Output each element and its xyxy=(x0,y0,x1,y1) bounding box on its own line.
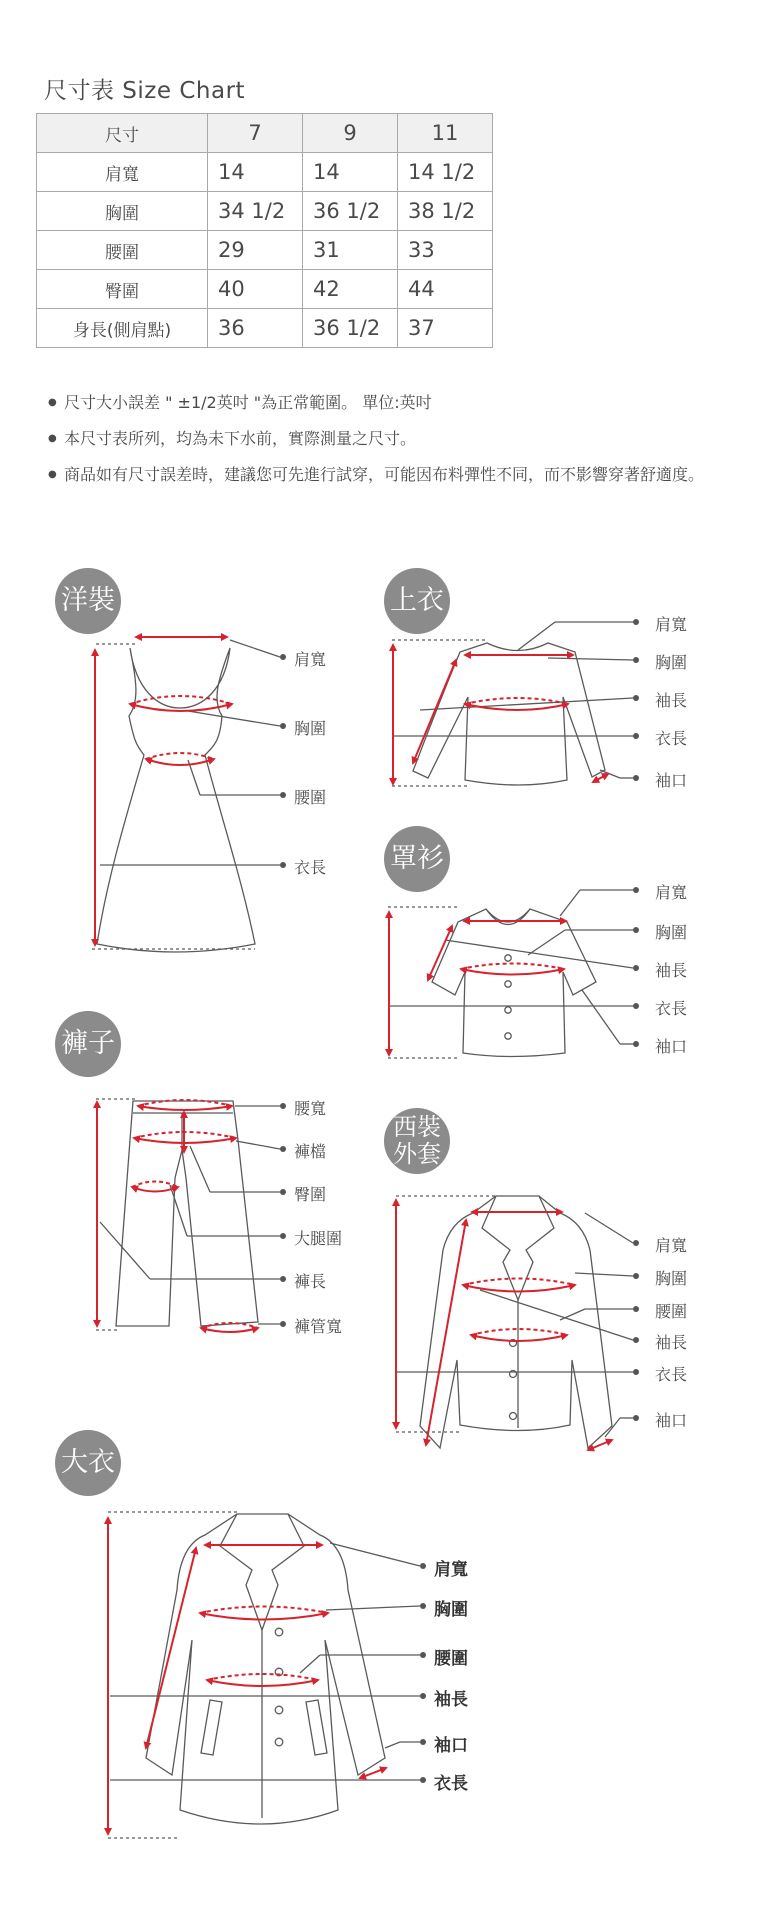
pants-diagram xyxy=(96,1099,286,1332)
top-diagram xyxy=(392,619,639,786)
pants-outline xyxy=(116,1101,258,1326)
suit-diagram xyxy=(396,1196,639,1450)
top-label-length: 衣長 xyxy=(655,729,688,748)
blouse-label-cuff: 袖口 xyxy=(655,1037,688,1056)
header-cell: 11 xyxy=(398,114,493,153)
suit-label-shoulder: 肩寬 xyxy=(655,1236,688,1255)
table-cell: 37 xyxy=(398,309,493,348)
blouse-label-sleeve: 袖長 xyxy=(655,961,688,980)
suit-label-length: 衣長 xyxy=(655,1365,688,1384)
blouse-badge: 罩衫 xyxy=(384,826,450,892)
table-cell: 36 xyxy=(208,309,303,348)
pants-label-rise: 褲檔 xyxy=(294,1142,327,1161)
table-cell: 14 xyxy=(303,153,398,192)
table-cell: 14 1/2 xyxy=(398,153,493,192)
dress-label-shoulder: 肩寬 xyxy=(294,650,327,669)
coat-label-shoulder: 肩寬 xyxy=(434,1560,468,1580)
suit-label-waist: 腰圍 xyxy=(655,1302,688,1321)
row-label: 胸圍 xyxy=(37,192,208,231)
table-cell: 31 xyxy=(303,231,398,270)
coat-label-waist: 腰圍 xyxy=(434,1649,468,1669)
coat-diagram xyxy=(108,1512,426,1838)
table-cell: 42 xyxy=(303,270,398,309)
blouse-diagram xyxy=(388,887,639,1058)
suit-badge-line2: 外套 xyxy=(393,1140,441,1168)
table-cell: 38 1/2 xyxy=(398,192,493,231)
suit-badge-line1: 西裝 xyxy=(393,1113,441,1141)
pants-label-waist: 腰寬 xyxy=(294,1099,327,1118)
suit-label-sleeve: 袖長 xyxy=(655,1333,688,1352)
pants-badge: 褲子 xyxy=(55,1011,121,1077)
coat-label-bust: 胸圍 xyxy=(434,1600,468,1620)
table-cell: 40 xyxy=(208,270,303,309)
row-label: 肩寬 xyxy=(37,153,208,192)
pants-label-hem: 褲管寬 xyxy=(294,1317,343,1336)
pants-label-length: 褲長 xyxy=(294,1272,327,1291)
blouse-label-length: 衣長 xyxy=(655,999,688,1018)
dress-label-length: 衣長 xyxy=(294,858,327,877)
suit-label-bust: 胸圍 xyxy=(655,1269,688,1288)
top-label-shoulder: 肩寬 xyxy=(655,615,688,634)
note-item: ● 尺寸大小誤差 " ±1/2英吋 "為正常範圍。 單位:英吋 xyxy=(48,390,718,415)
table-cell: 29 xyxy=(208,231,303,270)
coat-label-sleeve: 袖長 xyxy=(434,1690,468,1710)
blouse-label-bust: 胸圍 xyxy=(655,923,688,942)
coat-label-length: 衣長 xyxy=(434,1774,468,1794)
blouse-outline xyxy=(432,909,596,1057)
table-cell: 36 1/2 xyxy=(303,192,398,231)
row-label: 腰圍 xyxy=(37,231,208,270)
coat-badge: 大衣 xyxy=(55,1430,121,1496)
dress-diagram xyxy=(92,637,286,952)
suit-badge xyxy=(384,1108,450,1174)
header-cell: 尺寸 xyxy=(37,114,208,153)
dress-outline xyxy=(97,648,255,952)
dress-label-waist: 腰圍 xyxy=(294,788,327,807)
table-cell: 44 xyxy=(398,270,493,309)
row-label: 臀圍 xyxy=(37,270,208,309)
header-cell: 7 xyxy=(208,114,303,153)
table-cell: 33 xyxy=(398,231,493,270)
note-item: ● 本尺寸表所列，均為未下水前，實際測量之尺寸。 xyxy=(48,426,718,451)
suit-label-cuff: 袖口 xyxy=(655,1411,688,1430)
top-label-bust: 胸圍 xyxy=(655,653,688,672)
table-cell: 34 1/2 xyxy=(208,192,303,231)
row-label: 身長(側肩點) xyxy=(37,309,208,348)
top-label-sleeve: 袖長 xyxy=(655,691,688,710)
blouse-label-shoulder: 肩寬 xyxy=(655,883,688,902)
header-cell: 9 xyxy=(303,114,398,153)
coat-label-cuff: 袖口 xyxy=(434,1736,468,1756)
coat-outline xyxy=(146,1514,385,1824)
table-cell: 36 1/2 xyxy=(303,309,398,348)
note-item: ● 商品如有尺寸誤差時，建議您可先進行試穿，可能因布料彈性不同，而不影響穿著舒適度。 xyxy=(48,462,718,487)
dress-badge: 洋裝 xyxy=(55,568,121,634)
pants-label-thigh: 大腿圍 xyxy=(294,1229,343,1248)
top-outline xyxy=(413,643,605,785)
page-title: 尺寸表 Size Chart xyxy=(44,78,246,104)
table-cell: 14 xyxy=(208,153,303,192)
top-label-cuff: 袖口 xyxy=(655,771,688,790)
top-badge: 上衣 xyxy=(384,568,450,634)
dress-label-bust: 胸圍 xyxy=(294,719,327,738)
pants-label-hip: 臀圍 xyxy=(294,1185,327,1204)
